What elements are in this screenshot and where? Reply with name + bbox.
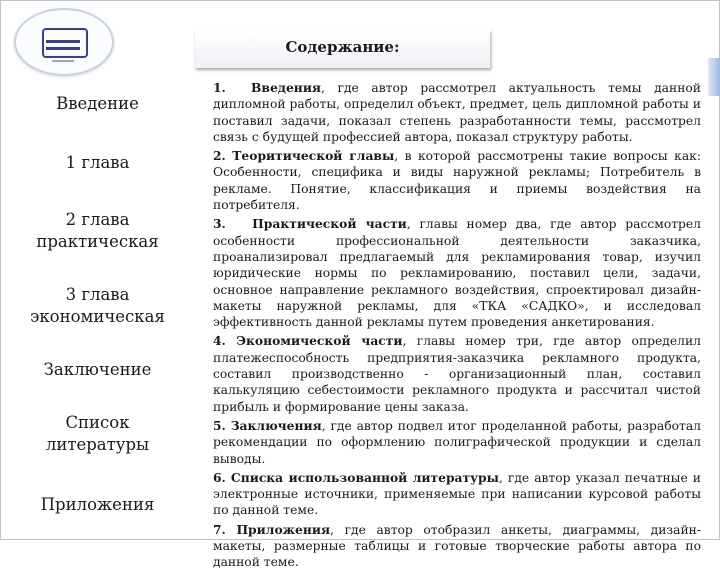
toc-item-label: Заключение (43, 360, 152, 379)
item-text: , в которой рассмотрены такие вопросы как: Особенности, специфика и виды наружной рекламы; Потребитель в рекламе. Понятие, классификация и приемы воздействия на потребителя. (213, 149, 701, 213)
logo-emblem-icon (42, 28, 88, 58)
logo-stripe (46, 40, 80, 43)
item-number: 3. (213, 216, 226, 232)
item-text: , где автор отобразил анкеты, диаграммы, дизайн-макеты, размерные таблицы и готовые творческие работы автора по данной теме. (213, 522, 701, 570)
toc-item-label: практическая (36, 232, 159, 251)
item-number: 1. (213, 80, 226, 95)
content-paragraph (213, 522, 701, 571)
toc-item-label: литературы (45, 435, 150, 454)
item-number: 2. (213, 148, 226, 164)
toc-item (0, 494, 195, 516)
content-paragraph (213, 470, 701, 519)
item-text: , где автор рассмотрел актуальность темы данной дипломной работы, определил объект, предмет, цель дипломной работы и поставил задачи, показал степень разработанности темы, рассмотрел связь с будущей профессией автора, показал структуру работы. (213, 81, 701, 144)
toc-item (0, 209, 195, 253)
logo-caption-line (52, 60, 74, 62)
page-title: Содержание: (285, 38, 400, 56)
toc-item (0, 412, 195, 456)
toc-item-label: Введение (56, 94, 139, 113)
toc-item-label: экономическая (30, 307, 165, 326)
item-text: , главы номер два, где автор рассмотрел особенности профессиональной деятельности заказчика, проанализировал предлагаемый для рекламирования товар, изучил юридические нормы по рекламированию, поставил цели, задачи, основное направление рекламного воздействия, спроектировал дизайн-макеты наружной рекламы, для «ТКА «САДКО», и исследовал эффективность данной рекламы путем проведения анкетирования. (213, 217, 701, 330)
toc-item-label: 3 глава (65, 285, 130, 304)
item-heading: Теоритической главы (232, 148, 395, 164)
toc-item-label: Приложения (40, 495, 155, 514)
item-number: 5. (213, 417, 226, 433)
toc-item (0, 152, 195, 174)
content-text (213, 80, 701, 574)
item-heading: Заключения (230, 417, 322, 433)
item-number: 4. (213, 333, 226, 349)
item-heading: Приложения (236, 521, 331, 537)
item-text: , где автор указал печатные и электронные источники, применяемые при написании курсовой работы по данной теме. (213, 470, 701, 518)
content-paragraph (213, 418, 701, 467)
decorative-strip (708, 58, 720, 96)
item-heading: Списка использованной литературы (230, 469, 499, 485)
logo-stripe (46, 47, 80, 50)
item-number: 7. (213, 521, 226, 537)
item-heading: Введения (251, 80, 322, 95)
content-paragraph (213, 333, 701, 414)
toc-item-label: 1 глава (65, 153, 130, 172)
toc-item (0, 359, 195, 381)
toc-item (0, 93, 195, 115)
university-logo (14, 8, 114, 76)
item-text: , где автор подвел итог проделанной работы, разработал рекомендации по оформлению полиграфической продукции и сделал выводы. (213, 418, 701, 466)
content-paragraph (213, 80, 701, 145)
item-heading: Экономической части (236, 333, 403, 349)
title-box (195, 30, 490, 68)
item-number: 6. (213, 469, 226, 485)
item-text: , главы номер три, где автор определил платежеспособность предприятия-заказчика рекламного продукта, составил производственно - организационный план, составил калькуляцию себестоимости рекламного продукта и рассчитал чистой прибыль и формирование цены заказа. (213, 334, 701, 414)
toc-item-label: 2 глава (65, 210, 130, 229)
item-heading: Практической части (252, 216, 407, 232)
content-paragraph (213, 148, 701, 213)
toc-item (0, 284, 195, 328)
toc-item-label: Список (65, 413, 130, 432)
content-paragraph (213, 216, 701, 330)
